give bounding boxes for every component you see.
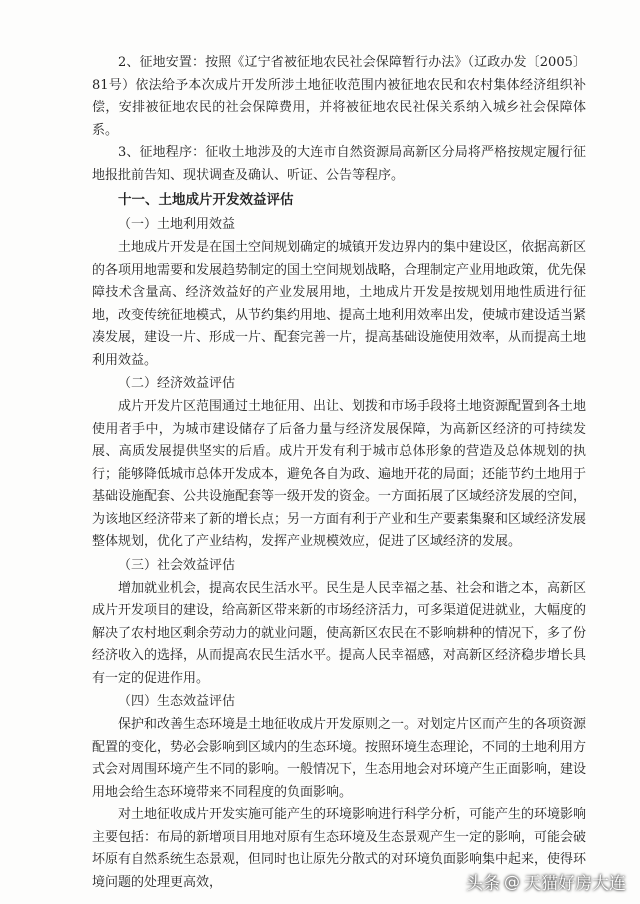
paragraph-land-procedure: 3、征地程序：征收土地涉及的大连市自然资源局高新区分局将严格按规定履行征地报批前告知、现状调查及确认、听证、公告等程序。 — [92, 145, 586, 183]
watermark-account: 天猫好房大连 — [524, 874, 626, 894]
document-body — [92, 52, 586, 894]
watermark — [466, 869, 626, 894]
watermark-platform: 头条 — [466, 874, 500, 894]
paragraph-economic: 成片开发片区范围通过土地征用、出让、划拨和市场手段将土地资源配置到各土地使用者手中，为城市建设储存了后备力量与经济发展保障，为高新区经济的可持续发展、高质发展提供坚实的后盾。成片开发有利于城市总体形象的营造及总体规划的执行；能够降低城市总体开发成本，避免各自为政、遍地开花的局面；还能节约土地用于基础设施配套、公共设施配套等一级开发的资金。一方面拓展了区域经济发展的空间，为该地区经济带来了新的增长点；另一方面有利于产业和生产要素集聚和区域经济发展整体规划，优化了产业结构，发挥产业规模效应，促进了区域经济的发展。 — [92, 399, 587, 549]
paragraph-social: 增加就业机会，提高农民生活水平。民生是人民幸福之基、社会和谐之本，高新区成片开发项目的建设，给高新区带来新的市场经济活力，可多渠道促进就业，大幅度的解决了农村地区剩余劳动力的就业问题，使高新区农民在不影响耕种的情况下，多了份经济收入的选择，从而提高农民生活水平。提高人民幸福感，对高新区经济稳步增长具有一定的促进作用。 — [92, 580, 587, 686]
subheading-social: （三）社会效益评估 — [118, 557, 236, 573]
paragraph-ecological: 保护和改善生态环境是土地征收成片开发原则之一。对划定片区而产生的各项资源配置的变化，势必会影响到区域内的生态环境。按照环境生态理论，不同的土地利用方式会对周围环境产生不同的影响。一般情况下，生态用地会对环境产生正面影响，建设用地会给生态环境带来不同程度的负面影响。 — [92, 717, 587, 800]
subheading-economic: （二）经济效益评估 — [118, 376, 236, 391]
paragraph-environmental-impact: 对土地征收成片开发实施可能产生的环境影响进行科学分析，可能产生的环境影响主要包括：布局的新增项目用地对原有生态环境及生态景观产生一定的影响，可能会破坏原有自然系统生态景观，但同时也让原先分散式的对环境负面影响集中起来，使得环境问题的处理更高效， — [92, 807, 587, 890]
subheading-ecological: （四）生态效益评估 — [118, 694, 236, 709]
subheading-land-use: （一）土地利用效益 — [118, 217, 236, 232]
watermark-at: @ — [504, 872, 520, 891]
section-heading: 十一、土地成片开发效益评估 — [118, 192, 294, 208]
paragraph-land-compensation: 2、征地安置：按照《辽宁省被征地农民社会保障暂行办法》（辽政办发〔2005〕81号）依法给予本次成片开发所涉土地征收范围内被征地农民和农村集体经济组织补偿，安排被征地农民的社会保障费用，并将被征地农民社保关系纳入城乡社会保障体系。 — [92, 55, 586, 138]
paragraph-land-use: 土地成片开发是在国土空间规划确定的城镇开发边界内的集中建设区，依据高新区的各项用地需要和发展趋势制定的国土空间规划战略，合理制定产业用地政策，优先保障技术含量高、经济效益好的产业发展用地，土地成片开发是按规划用地性质进行征地，改变传统征地模式，从节约集约用地、提高土地利用效率出发，使城市建设适当紧凑发展，建设一片、形成一片、配套完善一片，提高基础设施使用效率，从而提高土地利用效益。 — [92, 240, 587, 368]
